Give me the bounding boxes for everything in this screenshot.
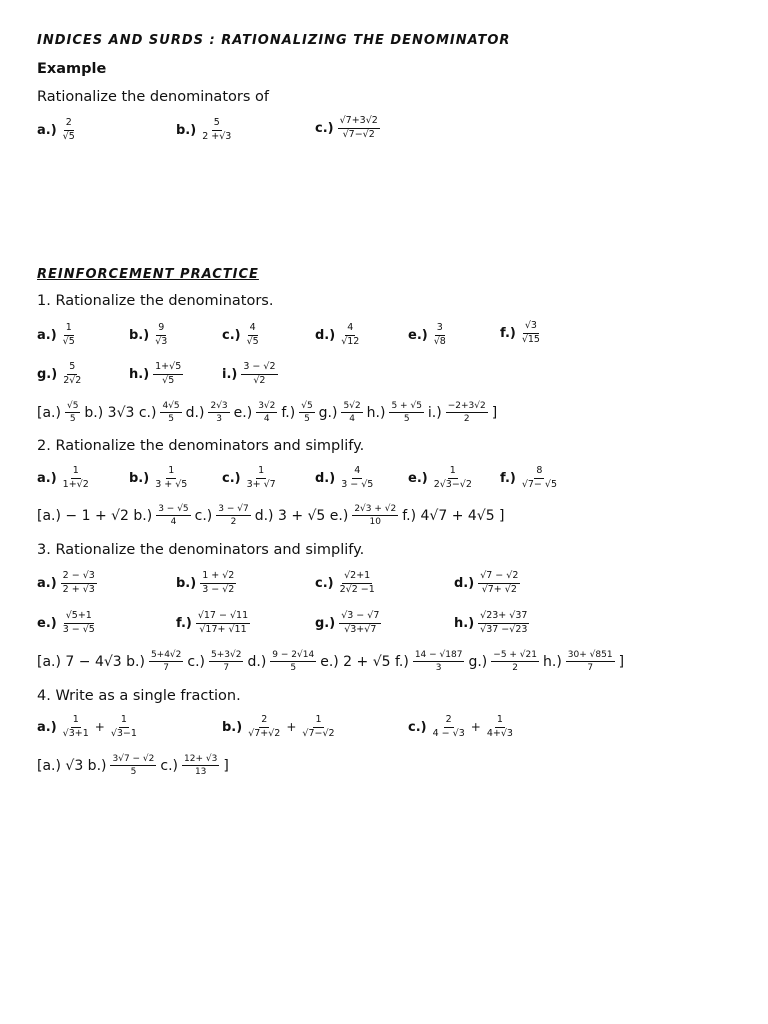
item-label: c.) [222, 470, 241, 486]
item-label: c.) [222, 327, 241, 343]
answer-fraction [182, 754, 219, 778]
numerator: 1 [495, 715, 505, 728]
q3-item-h [454, 611, 529, 636]
answer-text: d.) [185, 404, 205, 421]
answer-text: [a.) − 1 + √2 b.) [37, 507, 153, 524]
fraction [339, 466, 375, 491]
denominator: 5 [304, 414, 310, 425]
item-label: c.) [315, 120, 334, 136]
numerator: 1 [166, 466, 176, 479]
q4-answers [37, 754, 229, 778]
denominator: 7 [163, 663, 170, 674]
numerator: 1 [448, 466, 458, 479]
denominator: √7+ √2 [481, 583, 517, 595]
numerator: 1 [119, 715, 129, 728]
fraction [431, 715, 467, 740]
fraction [338, 571, 377, 596]
plus-sign: + [470, 720, 481, 735]
answer-text: i.) [427, 404, 442, 421]
fraction [300, 715, 336, 740]
item-label: f.) [176, 615, 192, 631]
item-label: h.) [129, 366, 150, 382]
numerator: √5 [299, 401, 314, 413]
denominator: √3+1 [62, 727, 89, 739]
fraction [61, 466, 91, 491]
fraction [478, 571, 520, 596]
example-instruction: Rationalize the denominators of [37, 89, 269, 105]
q1-item-a [37, 323, 77, 348]
q3-item-e [37, 611, 97, 636]
fraction [61, 715, 91, 740]
item-label: b.) [176, 575, 197, 591]
item-label: a.) [37, 575, 57, 591]
numerator: 5+3√2 [209, 650, 243, 662]
reinforcement-heading: REINFORCEMENT PRACTICE [37, 267, 259, 282]
item-label: b.) [129, 327, 150, 343]
fraction [61, 118, 77, 143]
answer-fraction [352, 504, 398, 528]
q1-item-i [222, 362, 278, 387]
answer-text: g.) [318, 404, 338, 421]
answer-text: c.) [187, 653, 206, 670]
q3-item-d [454, 571, 520, 596]
fraction [432, 466, 474, 491]
item-label: h.) [454, 615, 475, 631]
answer-text: [a.) √3 b.) [37, 757, 107, 774]
answer-text: ] [491, 404, 498, 421]
item-label: e.) [408, 327, 428, 343]
denominator: 3+ √7 [246, 478, 276, 490]
numerator: √5 [65, 401, 80, 413]
denominator: √17+ √11 [199, 623, 247, 635]
numerator: 5√2 [341, 401, 362, 413]
q3-answers [37, 650, 624, 674]
denominator: 3 − √2 [202, 583, 235, 595]
denominator: 13 [194, 767, 207, 778]
item-label: b.) [129, 470, 150, 486]
numerator: 9 [156, 323, 166, 336]
answer-text: h.) [543, 653, 562, 670]
fraction [338, 116, 380, 141]
denominator: 2 + √3 [62, 583, 95, 595]
numerator: 5 + √5 [389, 401, 423, 413]
item-label: b.) [222, 719, 243, 735]
answer-text: h.) [366, 404, 386, 421]
denominator: 3 [435, 663, 442, 674]
answer-text: ] [618, 653, 625, 670]
q2-answers [37, 504, 505, 528]
answer-fraction [413, 650, 465, 674]
denominator: 3 [216, 414, 222, 425]
denominator: 10 [369, 517, 381, 528]
numerator: 1 [71, 466, 81, 479]
denominator: 4 − √3 [432, 727, 465, 739]
denominator: 5 [168, 414, 174, 425]
denominator: √7−√2 [302, 727, 335, 739]
numerator: 2 − √3 [61, 571, 97, 584]
denominator: √2 [253, 374, 266, 386]
denominator: 7 [587, 663, 594, 674]
page-title: INDICES AND SURDS : RATIONALIZING THE DENOMINATOR [37, 33, 511, 48]
item-label: b.) [176, 122, 197, 138]
plus-sign: + [286, 720, 297, 735]
q2-item-e [408, 466, 474, 491]
item-label: e.) [408, 470, 428, 486]
answer-text: e.) 2 + √5 f.) [320, 653, 409, 670]
q2-item-d [315, 466, 375, 491]
q1-item-d [315, 323, 361, 348]
numerator: √3 [523, 321, 539, 334]
item-label: a.) [37, 719, 57, 735]
question-2: 2. Rationalize the denominators and simplify. [37, 438, 365, 454]
numerator: 4 [345, 323, 355, 336]
numerator: 2√3 [208, 401, 229, 413]
numerator: 9 − 2√14 [270, 650, 316, 662]
item-label: g.) [315, 615, 336, 631]
q3-item-a [37, 571, 97, 596]
q2-item-b [129, 466, 189, 491]
answer-text: f.) 4√7 + 4√5 ] [402, 507, 505, 524]
fraction [520, 321, 542, 346]
q3-item-b [176, 571, 236, 596]
answer-text: c.) [160, 757, 179, 774]
example-item-b [176, 118, 233, 143]
fraction [200, 118, 233, 143]
denominator: √5 [162, 374, 175, 386]
numerator: √3 − √7 [339, 611, 381, 624]
item-label: a.) [37, 122, 57, 138]
denominator: 3 − √5 [341, 478, 374, 490]
q3-item-c [315, 571, 377, 596]
denominator: 2 +√3 [202, 130, 232, 142]
denominator: √7−√2 [342, 128, 375, 140]
numerator: 1+√5 [153, 362, 183, 375]
numerator: 2√3 + √2 [352, 504, 398, 516]
numerator: 2 [64, 118, 74, 131]
denominator: 1+√2 [62, 478, 89, 490]
answer-text: f.) [281, 404, 296, 421]
denominator: 2 [230, 517, 237, 528]
answer-text: e.) [233, 404, 253, 421]
numerator: 1 [64, 323, 74, 336]
answer-text: d.) [247, 653, 267, 670]
q1-item-b [129, 323, 169, 348]
question-4: 4. Write as a single fraction. [37, 688, 241, 704]
answer-fraction [110, 754, 156, 778]
denominator: 2√3−√2 [433, 478, 472, 490]
q3-item-f [176, 611, 250, 636]
numerator: 1 [256, 466, 266, 479]
item-label: d.) [315, 327, 336, 343]
question-1: 1. Rationalize the denominators. [37, 293, 274, 309]
answer-fraction [156, 504, 190, 528]
item-label: f.) [500, 470, 516, 486]
q1-item-h [129, 362, 183, 387]
answer-fraction [491, 650, 539, 674]
numerator: 12+ √3 [182, 754, 219, 766]
numerator: 4√5 [160, 401, 181, 413]
answer-fraction [216, 504, 250, 528]
denominator: 5 [130, 767, 137, 778]
numerator: √23+ √37 [478, 611, 529, 624]
item-label: e.) [37, 615, 57, 631]
numerator: √2+1 [342, 571, 372, 584]
denominator: √3−1 [110, 727, 137, 739]
answer-fraction [209, 650, 243, 674]
fraction [196, 611, 250, 636]
numerator: √7 − √2 [478, 571, 520, 584]
numerator: √7+3√2 [338, 116, 380, 129]
denominator: √7− √5 [521, 478, 558, 490]
denominator: √3+√7 [344, 623, 377, 635]
answer-text: [a.) 7 − 4√3 b.) [37, 653, 145, 670]
fraction [153, 323, 169, 348]
q4-item-c [408, 715, 515, 740]
numerator: 30+ √851 [566, 650, 615, 662]
denominator: √5 [246, 335, 259, 347]
numerator: 2 [444, 715, 454, 728]
answer-fraction [208, 401, 229, 425]
answer-text: b.) 3√3 c.) [84, 404, 157, 421]
denominator: 2 [463, 414, 470, 425]
fraction [61, 571, 97, 596]
denominator: 4+√3 [486, 727, 513, 739]
question-3: 3. Rationalize the denominators and simplify. [37, 542, 365, 558]
q1-answers [37, 401, 497, 425]
fraction [245, 466, 278, 491]
item-label: d.) [454, 575, 475, 591]
fraction [478, 611, 529, 636]
example-item-c [315, 116, 380, 141]
fraction [61, 362, 83, 387]
q4-item-a [37, 715, 139, 740]
item-label: a.) [37, 327, 57, 343]
fraction [153, 362, 183, 387]
answer-fraction [299, 401, 314, 425]
numerator: 5 [212, 118, 222, 131]
denominator: 2√2 −1 [339, 583, 375, 595]
denominator: 2 [512, 663, 518, 674]
fraction [339, 611, 381, 636]
fraction [246, 715, 282, 740]
q1-item-g [37, 362, 83, 387]
answer-text: [a.) [37, 404, 61, 421]
item-label: a.) [37, 470, 57, 486]
numerator: 8 [534, 466, 544, 479]
fraction [241, 362, 277, 387]
q1-item-e [408, 323, 448, 348]
numerator: 3 − √2 [241, 362, 277, 375]
numerator: 3 − √7 [216, 504, 250, 516]
denominator: √3 [155, 335, 168, 347]
denominator: 3 − √5 [62, 623, 95, 635]
numerator: 1 [71, 715, 81, 728]
numerator: √5+1 [64, 611, 94, 624]
answer-fraction [256, 401, 277, 425]
denominator: 5 [403, 414, 410, 425]
plus-sign: + [94, 720, 105, 735]
denominator: 2√2 [63, 374, 82, 386]
q3-item-g [315, 611, 381, 636]
answer-fraction [341, 401, 362, 425]
q1-item-c [222, 323, 261, 348]
denominator: 3 + √5 [155, 478, 188, 490]
denominator: √5 [62, 335, 75, 347]
numerator: 4 [248, 323, 258, 336]
numerator: 5 [67, 362, 77, 375]
denominator: 5 [69, 414, 76, 425]
fraction [485, 715, 515, 740]
numerator: 2 [259, 715, 269, 728]
numerator: 3√2 [256, 401, 277, 413]
answer-text: d.) 3 + √5 e.) [254, 507, 349, 524]
denominator: √5 [62, 130, 75, 142]
answer-text: c.) [194, 507, 213, 524]
denominator: √8 [433, 335, 446, 347]
fraction [109, 715, 139, 740]
numerator: 3 − √5 [156, 504, 190, 516]
item-label: f.) [500, 325, 516, 341]
fraction [245, 323, 261, 348]
fraction [61, 323, 77, 348]
numerator: 1 + √2 [200, 571, 236, 584]
q2-item-f [500, 466, 559, 491]
answer-fraction [65, 401, 80, 425]
denominator: √15 [521, 333, 540, 345]
denominator: 4 [170, 517, 177, 528]
answer-text: ] [223, 757, 229, 774]
numerator: −2+3√2 [446, 401, 488, 413]
numerator: 3√7 − √2 [110, 754, 156, 766]
denominator: √12 [341, 335, 360, 347]
answer-fraction [149, 650, 183, 674]
item-label: g.) [37, 366, 58, 382]
denominator: 5 [290, 663, 297, 674]
numerator: 5+4√2 [149, 650, 183, 662]
numerator: 3 [435, 323, 445, 336]
denominator: 4 [349, 414, 355, 425]
denominator: √7+√2 [248, 727, 281, 739]
answer-fraction [566, 650, 615, 674]
fraction [61, 611, 97, 636]
fraction [432, 323, 448, 348]
answer-text: g.) [468, 653, 488, 670]
numerator: √17 − √11 [196, 611, 250, 624]
item-label: c.) [408, 719, 427, 735]
q2-item-a [37, 466, 91, 491]
fraction [153, 466, 189, 491]
answer-fraction [389, 401, 423, 425]
answer-fraction [446, 401, 488, 425]
fraction [520, 466, 559, 491]
q2-item-c [222, 466, 278, 491]
example-heading: Example [37, 61, 107, 77]
numerator: −5 + √21 [491, 650, 539, 662]
item-label: d.) [315, 470, 336, 486]
denominator: √37 −√23 [480, 623, 528, 635]
numerator: 1 [313, 715, 323, 728]
fraction [339, 323, 361, 348]
numerator: 4 [352, 466, 362, 479]
q4-item-b [222, 715, 337, 740]
item-label: i.) [222, 366, 238, 382]
answer-fraction [160, 401, 181, 425]
item-label: c.) [315, 575, 334, 591]
answer-fraction [270, 650, 316, 674]
denominator: 4 [263, 414, 270, 425]
numerator: 14 − √187 [413, 650, 465, 662]
q1-item-f [500, 321, 542, 346]
example-item-a [37, 118, 77, 143]
denominator: 7 [223, 663, 230, 674]
fraction [200, 571, 236, 596]
